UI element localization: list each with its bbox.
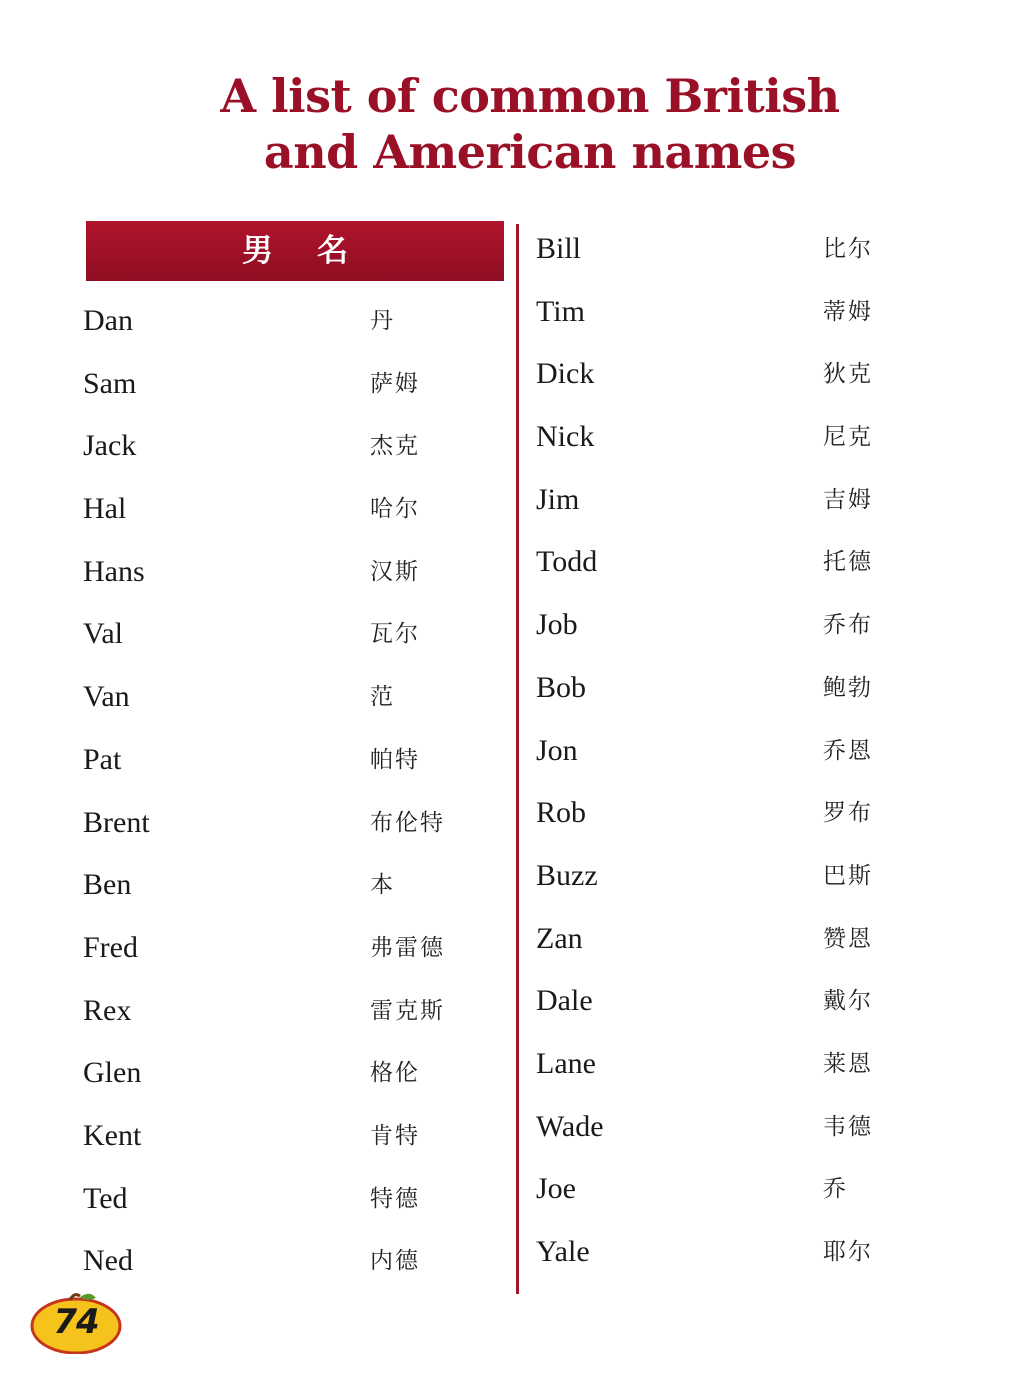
chinese-name: 托德 — [823, 549, 873, 576]
list-item — [536, 469, 916, 532]
chinese-name: 帕特 — [370, 746, 420, 773]
list-item — [536, 970, 916, 1033]
chinese-name: 瓦尔 — [370, 621, 420, 648]
page-title — [0, 68, 1024, 180]
chinese-name: 乔布 — [823, 612, 873, 639]
english-name: Lane — [536, 1046, 596, 1080]
chinese-name: 莱恩 — [823, 1050, 873, 1077]
chinese-name: 尼克 — [823, 424, 873, 451]
english-name: Yale — [536, 1235, 590, 1268]
chinese-name: 丹 — [370, 308, 395, 334]
chinese-name: 汉斯 — [370, 558, 420, 585]
list-item — [83, 1230, 513, 1293]
english-name: Rex — [83, 993, 132, 1027]
english-name: Job — [536, 608, 578, 642]
english-name: Val — [83, 617, 123, 651]
english-name: Van — [83, 680, 130, 714]
chinese-name: 吉姆 — [823, 486, 873, 513]
list-item — [83, 792, 513, 855]
section-header-male-names — [86, 221, 504, 281]
english-name: Ben — [83, 868, 132, 902]
english-name: Joe — [536, 1172, 576, 1206]
english-name: Fred — [83, 930, 138, 964]
list-item — [83, 1168, 513, 1231]
list-item — [536, 1158, 916, 1221]
english-name: Hal — [83, 492, 127, 526]
chinese-name: 布伦特 — [370, 809, 445, 836]
chinese-name: 范 — [370, 684, 395, 711]
chinese-name: 乔 — [823, 1176, 848, 1203]
list-item — [536, 1096, 916, 1159]
list-item — [83, 353, 513, 416]
chinese-name: 乔恩 — [823, 737, 873, 764]
section-header-char-2: 名 — [317, 233, 348, 269]
chinese-name: 肯特 — [370, 1122, 420, 1149]
chinese-name: 弗雷德 — [370, 934, 445, 961]
list-item — [83, 729, 513, 792]
chinese-name: 韦德 — [823, 1113, 873, 1140]
list-item — [83, 541, 513, 604]
chinese-name: 赞恩 — [823, 925, 873, 952]
english-name: Jack — [83, 429, 137, 463]
english-name: Kent — [83, 1118, 142, 1152]
english-name: Dan — [83, 304, 133, 337]
list-item — [83, 478, 513, 541]
english-name: Nick — [536, 420, 595, 454]
page-number: 74 — [53, 1302, 99, 1342]
chinese-name: 狄克 — [823, 361, 873, 388]
list-item — [83, 666, 513, 729]
chinese-name: 内德 — [370, 1248, 420, 1275]
english-name: Jim — [536, 482, 580, 516]
english-name: Jon — [536, 733, 578, 767]
list-item — [83, 290, 513, 353]
list-item — [536, 531, 916, 594]
chinese-name: 本 — [370, 872, 395, 899]
english-name: Dale — [536, 984, 593, 1018]
chinese-name: 罗布 — [823, 800, 873, 827]
title-line-1: A list of common British — [220, 69, 840, 123]
section-header-char-1: 男 — [242, 233, 273, 269]
list-item — [83, 603, 513, 666]
names-list-left — [83, 290, 513, 1293]
chinese-name: 比尔 — [823, 236, 873, 262]
list-item — [83, 917, 513, 980]
chinese-name: 戴尔 — [823, 988, 873, 1015]
list-item — [83, 980, 513, 1043]
list-item — [536, 908, 916, 971]
list-item — [536, 1033, 916, 1096]
english-name: Brent — [83, 805, 150, 839]
english-name: Ned — [83, 1244, 133, 1278]
list-item — [83, 854, 513, 917]
english-name: Bill — [536, 232, 582, 265]
english-name: Pat — [83, 742, 122, 776]
english-name: Rob — [536, 796, 587, 830]
list-item — [536, 720, 916, 783]
list-item — [536, 343, 916, 406]
chinese-name: 蒂姆 — [823, 298, 873, 325]
chinese-name: 哈尔 — [370, 496, 420, 523]
english-name: Bob — [536, 670, 587, 704]
names-list-right — [536, 218, 916, 1284]
list-item — [536, 1221, 916, 1284]
english-name: Wade — [536, 1109, 604, 1143]
english-name: Hans — [83, 554, 145, 588]
english-name: Sam — [83, 366, 137, 400]
english-name: Todd — [536, 545, 598, 579]
english-name: Tim — [536, 294, 585, 328]
list-item — [536, 845, 916, 908]
list-item — [536, 218, 916, 281]
title-line-2: and American names — [263, 125, 797, 179]
list-item — [83, 1042, 513, 1105]
list-item — [536, 657, 916, 720]
chinese-name: 巴斯 — [823, 862, 873, 889]
chinese-name: 萨姆 — [370, 370, 420, 397]
chinese-name: 雷克斯 — [370, 997, 445, 1024]
english-name: Zan — [536, 921, 583, 955]
list-item — [83, 1105, 513, 1168]
chinese-name: 鲍勃 — [823, 674, 873, 701]
list-item — [536, 594, 916, 657]
english-name: Glen — [83, 1056, 142, 1090]
chinese-name: 耶尔 — [823, 1239, 873, 1265]
english-name: Buzz — [536, 858, 598, 892]
list-item — [536, 782, 916, 845]
page-number-badge — [30, 1290, 122, 1354]
list-item — [536, 406, 916, 469]
english-name: Dick — [536, 357, 595, 391]
chinese-name: 格伦 — [370, 1060, 420, 1087]
list-item — [536, 281, 916, 344]
list-item — [83, 415, 513, 478]
chinese-name: 特德 — [370, 1185, 420, 1212]
column-divider — [516, 224, 519, 1294]
english-name: Ted — [83, 1181, 128, 1215]
chinese-name: 杰克 — [370, 433, 420, 460]
